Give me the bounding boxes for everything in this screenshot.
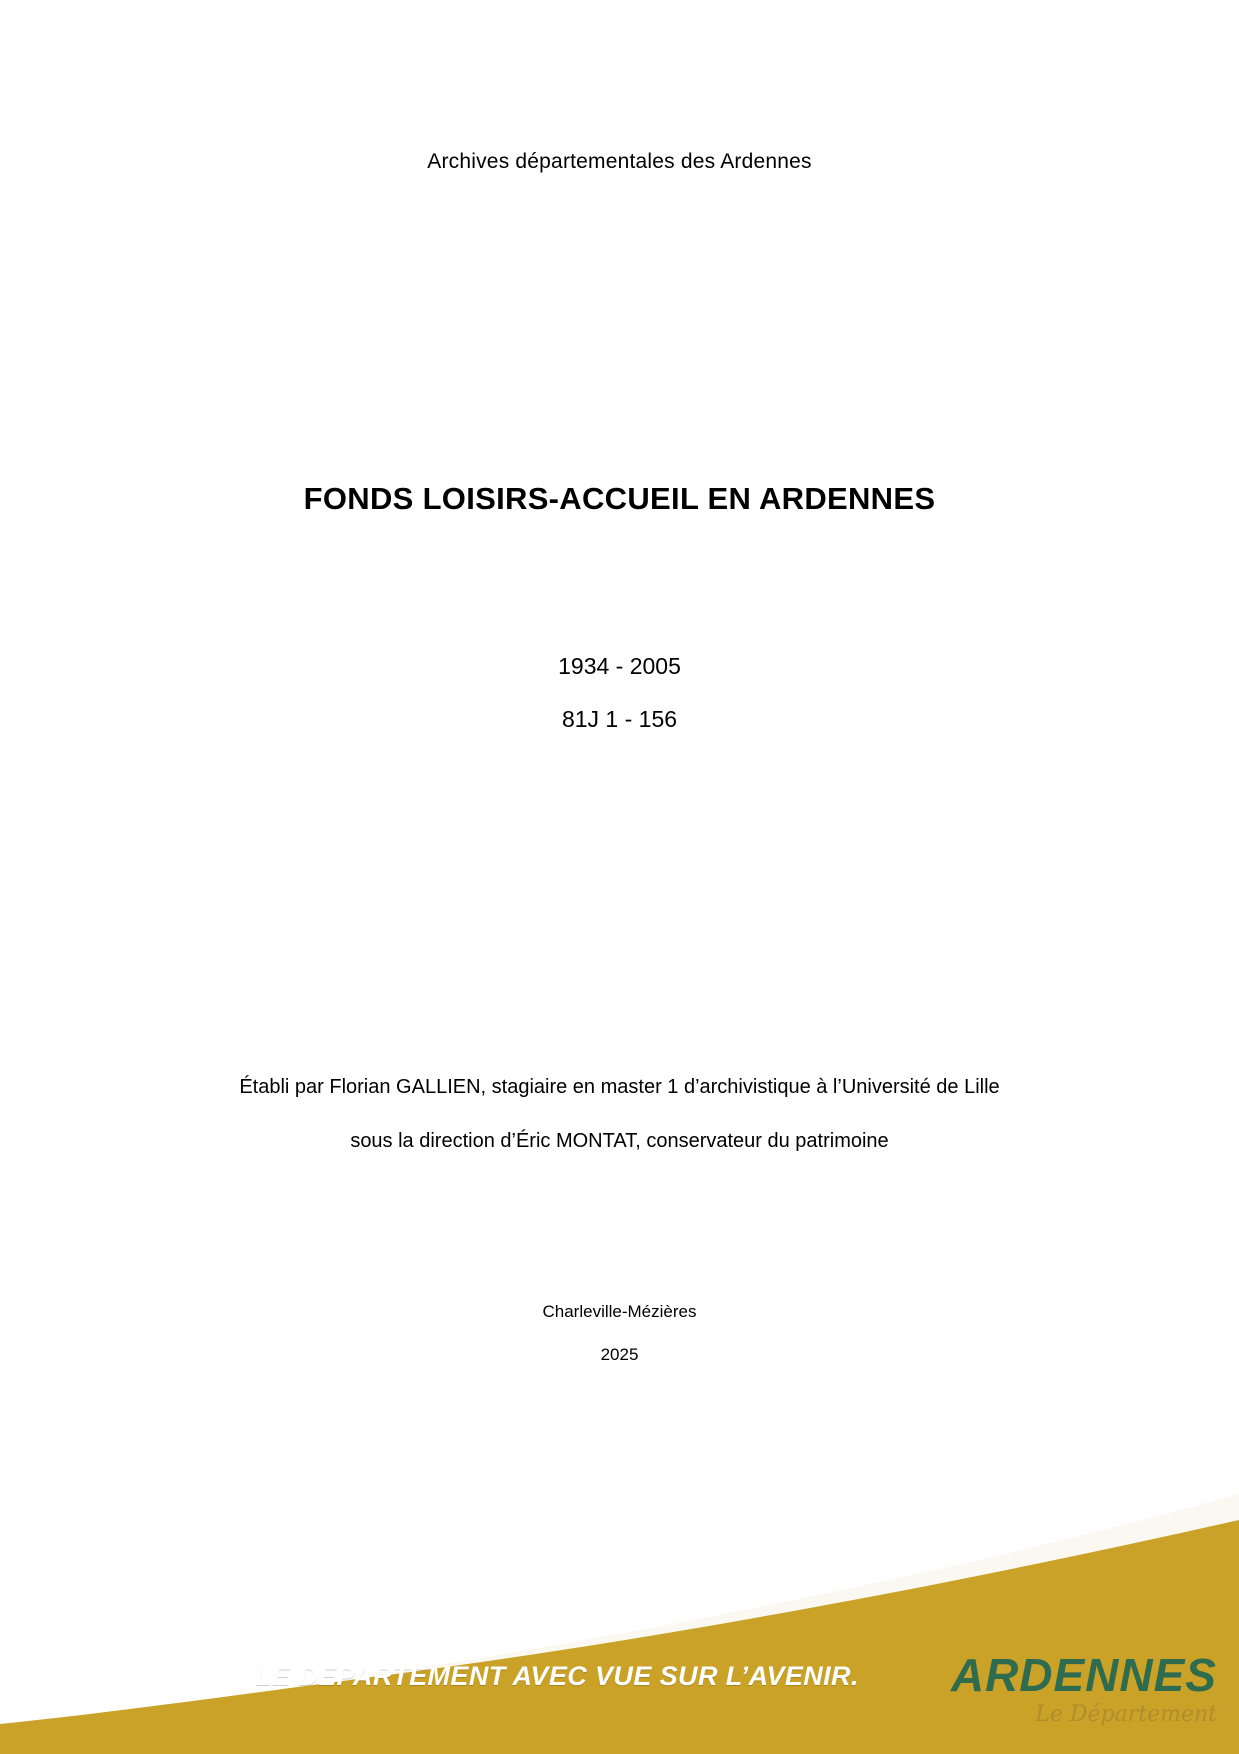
date-range: 1934 - 2005 [558,653,681,679]
ardennes-brand-name: ARDENNES [950,1649,1217,1701]
page-title: FONDS LOISIRS-ACCUEIL EN ARDENNES [303,480,936,516]
footer-banner [0,1424,1239,1754]
institution-name: Archives départementales des Ardennes [427,150,812,173]
reference-code: 81J 1 - 156 [561,706,678,732]
credits-block [0,1060,1239,1168]
ardennes-brand-subtitle: Le Département [1035,1702,1217,1727]
cd08-website-label: cd08.fr [60,1656,181,1692]
credit-line-author: Établi par Florian GALLIEN, stagiaire en master 1 d’archivistique à l’Université de Lille [239,1076,1000,1098]
place-name: Charleville-Mézières [542,1302,697,1321]
footer-slogan: LE DEPARTEMENT AVEC VUE SUR L’AVENIR. [255,1661,859,1691]
ardennes-department-logo [917,1604,1217,1734]
cd08-logo[interactable] [38,1650,181,1702]
reference-block [0,640,1239,746]
place-year-block [0,1290,1239,1376]
credit-line-supervisor: sous la direction d’Éric MONTAT, conservateur du patrimoine [350,1130,889,1152]
cd08-www-prefix: www. [38,1652,72,1672]
publication-year: 2025 [600,1345,639,1364]
